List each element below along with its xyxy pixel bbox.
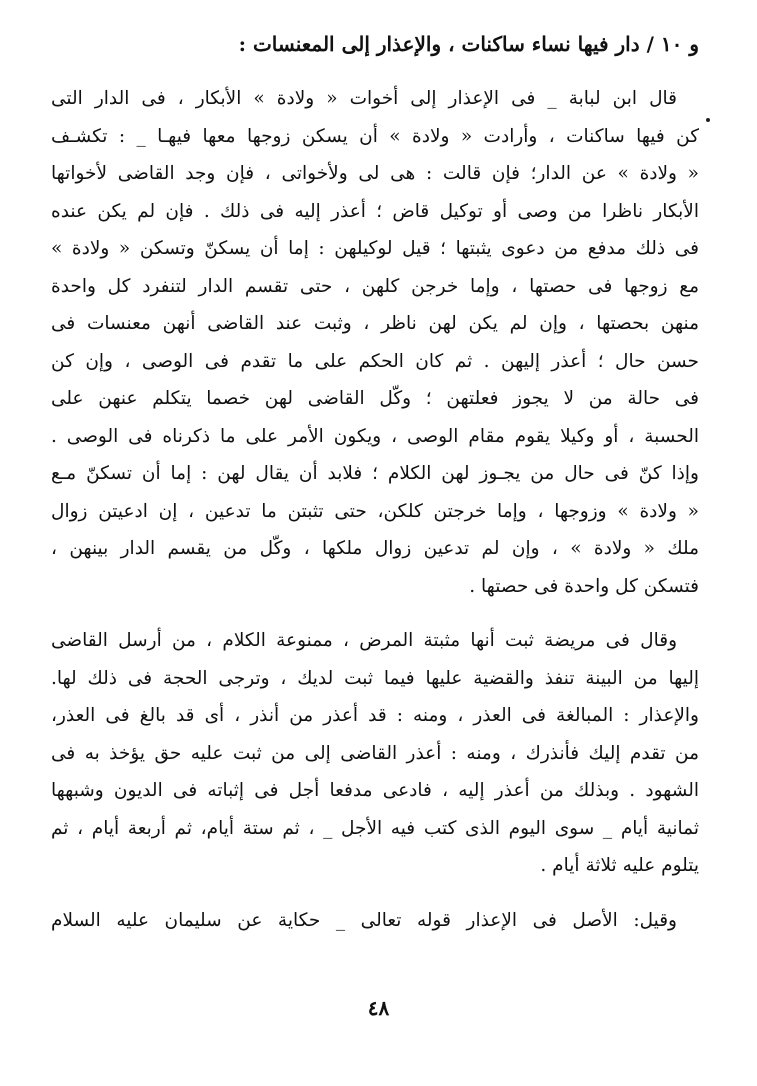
section-heading: و ١٠ / دار فيها نساء ساكنات ، والإعذار إلى المعنسات : (238, 32, 699, 56)
text-line: فى ذلك مدفع من دعوى يثبتها ؛ قيل لوكيلهن : إما أن يسكنّ وتسكن « ولادة » (51, 238, 699, 259)
stray-mark (706, 118, 710, 122)
text-line: وإذا كنّ فى حال من يجـوز لهن الكلام ؛ فلابد أن يقال لهن : إما أن تسكنّ مـع (51, 463, 699, 484)
page-number: ٤٨ (367, 996, 390, 1020)
text-line: حسن حال ؛ أعذر إليهن . ثم كان الحكم على ما تقدم فى الوصى ، وإن كن (51, 350, 699, 372)
text-line: يتلوم عليه ثلاثة أيام . (540, 855, 699, 876)
text-line: ملك « ولادة » ، وإن لم تدعين زوال ملكها ، وكّل من يقسم الدار بينهن ، (51, 538, 699, 559)
text-line: الأبكار ناظرا من وصى أو توكيل قاض ؛ أعذر إليه فى ذلك . فإن لم يكن عنده (51, 200, 699, 222)
text-line: « ولادة » عن الدار؛ فإن قالت : هى لى ولأخواتى ، فإن وجد القاضى لأخواتها (51, 163, 699, 184)
text-line: قال ابن لبابة _ فى الإعذار إلى أخوات « ولادة » الأبكار ، فى الدار التى (51, 88, 677, 109)
text-line: « ولادة » وزوجها ، وإما خرجتن كلكن، حتى تثبتن ما تدعين ، إن ادعيتن زوال (51, 500, 699, 522)
paragraph-3 (51, 902, 699, 940)
paragraph-2 (51, 622, 699, 885)
text-line: كن فيها ساكنات ، وأرادت « ولادة » أن يسكن زوجها معها فيهـا _ : تكشـف (51, 125, 699, 147)
text-line: من تقدم إليك فأنذرك ، ومنه : أعذر القاضى إلى من ثبت عليه حق يؤخذ به فى (51, 742, 699, 764)
text-line: إليها من البينة تنفذ والقضية عليها فيما ثبت لديك ، وترجى الحجة فى ذلك لها. (51, 667, 699, 689)
text-line: وقال فى مريضة ثبت أنها مثبتة المرض ، ممنوعة الكلام ، من أرسل القاضى (51, 630, 677, 651)
text-line: منهن بحصتها ، وإن لم يكن لهن ناظر ، وثبت عند القاضى أنهن معنسات فى (51, 313, 699, 334)
text-line: فتسكن كل واحدة فى حصتها . (469, 575, 699, 597)
body-text (51, 80, 699, 939)
text-line: وقيل: الأصل فى الإعذار قوله تعالى _ حكاية عن سليمان عليه السلام (51, 909, 677, 931)
paragraph-1 (51, 80, 699, 605)
text-line: مع زوجها فى حصتها ، وإما خرجن كلهن ، حتى تقسم الدار لتنفرد كل واحدة (51, 275, 699, 297)
text-line: ثمانية أيام _ سوى اليوم الذى كتب فيه الأجل _ ، ثم ستة أيام، ثم أربعة أيام ، ثم (51, 817, 699, 839)
text-line: الشهود . وبذلك من أعذر إليه ، فادعى مدفعا أجل فى إثباته فى الديون وشبهها (51, 780, 699, 801)
text-line: الحسبة ، أو وكيلا يقوم مقام الوصى ، ويكون الأمر على ما ذكرناه فى الوصى . (51, 425, 699, 447)
text-line: والإعذار : المبالغة فى العذر ، ومنه : قد أعذر من أنذر ، أى قد بالغ فى العذر، (51, 705, 699, 726)
text-line: فى حالة من لا يجوز فعلتهن ؛ وكّل القاضى لهن خصما يتكلم عنهن على (51, 388, 699, 409)
